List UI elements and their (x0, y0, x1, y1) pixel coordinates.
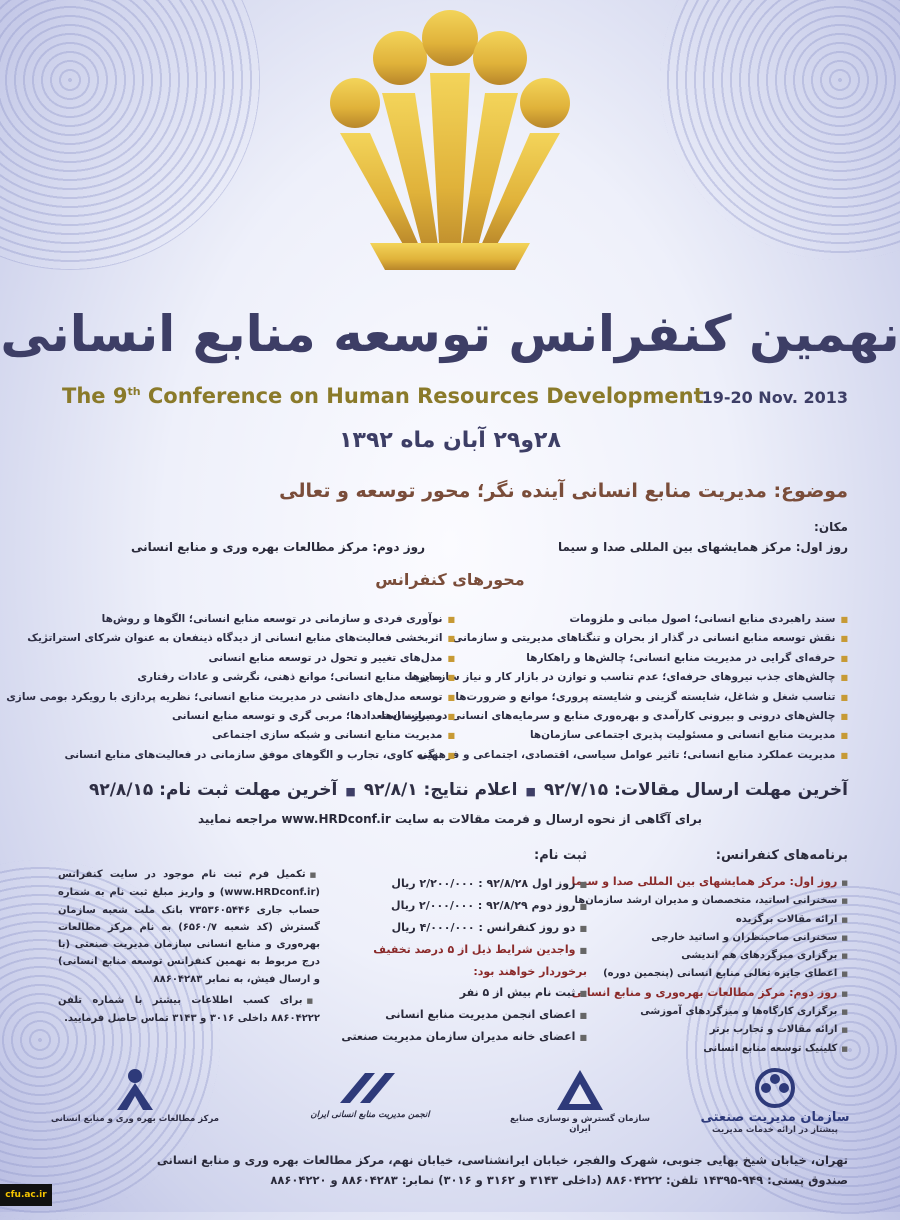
axis-item: ■ توسعه مدل‌های دانشی در مدیریت منابع انسانی؛ نظریه پردازی با رویکرد بومی سازی (6, 688, 455, 707)
background-pattern (660, 0, 900, 260)
program-item: ■ ارائه مقالات برگزیده (588, 911, 848, 929)
website-info: برای آگاهی از نحوه ارسال و فرمت مقالات به سایت www.HRDconf.ir مراجعه نمایید (197, 812, 703, 826)
axis-item: ■ چالش‌های درونی و بیرونی کارآمدی و بهره‌وری منابع و سرمایه‌های انسانی در سازمان‌ها (381, 707, 848, 726)
programs-title: برنامه‌های کنفرانس: (715, 848, 848, 863)
sponsor-productivity-center: مرکز مطالعات بهره وری و منابع انسانی (50, 1068, 220, 1124)
productivity-center-logo-icon (115, 1068, 155, 1112)
axis-item: ■ نقش توسعه منابع انسانی در گذار از بحران و تنگناهای مدیریتی و سازمانی (381, 629, 848, 648)
conference-date-en: 19-20 Nov. 2013 (701, 388, 848, 407)
program-item: ■ سخنرانی اساتید، متخصصان و مدیران ارشد سازمان‌ها (588, 892, 848, 910)
registration-item: ■ واجدین شرایط ذیل از ۵ درصد تخفیف (357, 939, 587, 961)
registration-list (341, 873, 587, 1048)
address-line: تهران، خیابان شیخ بهایی جنوبی، شهرک والفجر، خیابان ایرانشناسی، خیابان نهم، مرکز مطالعات بهره وری و منابع انسانی (156, 1153, 848, 1167)
sponsor-hrm-association: انجمن مدیریت منابع انسانی ایران (300, 1068, 440, 1120)
axis-item: ■ مدیریت عملکرد منابع انسانی؛ تاثیر عوامل سیاسی، اقتصادی، اجتماعی و فرهنگی (381, 746, 848, 765)
contact-address (58, 1150, 848, 1190)
contact-numbers: صندوق پستی: ۹۴۹-۱۴۳۹۵ تلفن: ۸۸۶۰۴۲۲۲ (داخلی ۳۱۴۳ و ۳۱۶۲ و ۳۰۱۶) نمابر: ۸۸۶۰۴۲۸۳ و ۸۸۶۰۴۲۲۰ (270, 1173, 848, 1187)
registration-item: ■ روز دوم ۹۲/۸/۲۹ : ۲/۰۰۰/۰۰۰ ریال (357, 895, 587, 917)
program-item: ■ اعطای جایزه تعالی منابع انسانی (پنجمین دوره) (588, 965, 848, 983)
registration-item: ■ اعضای خانه مدیران سازمان مدیریت صنعتی (357, 1026, 587, 1048)
registration-step: ■ تکمیل فرم ثبت نام موجود در سایت کنفرانس (www.HRDconf.ir) و واریز مبلغ ثبت نام به شماره حساب جاری ۷۳۵۳۶۰۵۴۴۶ بانک ملت شعبه سازمان گسترش (کد شعبه ۶۵۶۰/۷) به نام مرکز مطالعات بهره‌وری و منابع انسانی سازمان مدیریت صنعتی (با درج مربوط به نهمین کنفرانس توسعه منابع انسانی) و ارسال فیش، به نمابر ۸۸۶۰۴۲۸۳ (58, 866, 320, 988)
axes-title: محورهای کنفرانس (375, 570, 525, 589)
conference-title-fa: نهمین کنفرانس توسعه منابع انسانی (0, 305, 900, 363)
source-badge: cfu.ac.ir (0, 1184, 52, 1206)
program-item: ■ برگزاری کارگاه‌ها و میزگردهای آموزشی (588, 1003, 848, 1021)
registration-step: ■ برای کسب اطلاعات بیشتر با شماره تلفن ۸۸۶۰۴۲۲۲ داخلی ۳۰۱۶ و ۳۱۴۳ تماس حاصل فرمایید. (58, 992, 320, 1028)
registration-item: برخوردار خواهند بود: (473, 965, 587, 978)
deadline-results: اعلام نتایج: ۹۲/۸/۱ (363, 780, 518, 800)
axes-list-left (6, 610, 455, 765)
program-item: ■ ارائه مقالات و تجارب برتر (588, 1021, 848, 1039)
axis-item: ■ مدیریت منابع انسانی و مسئولیت پذیری اجتماعی سازمان‌ها (381, 726, 848, 745)
axis-item: ■ حرفه‌ای گرایی در مدیریت منابع انسانی؛ چالش‌ها و راهکارها (381, 649, 848, 668)
venue-day2: روز دوم: مرکز مطالعات بهره وری و منابع انسانی (130, 540, 425, 554)
idro-logo-icon (555, 1068, 605, 1112)
conference-subject: موضوع: مدیریت منابع انسانی آینده نگر؛ محور توسعه و تعالی (279, 480, 848, 502)
deadlines (48, 780, 848, 800)
program-item: ■ روز اول: مرکز همایشهای بین المللی صدا و سیما (588, 873, 848, 892)
venue-label: مکان: (814, 520, 848, 534)
registration-title: ثبت نام: (534, 848, 587, 863)
deadline-submit: آخرین مهلت ارسال مقالات: ۹۲/۷/۱۵ (543, 780, 848, 800)
sponsor-idro: سازمان گسترش و نوسازی صنایع ایران (500, 1068, 660, 1134)
deadline-register: آخرین مهلت ثبت نام: ۹۲/۸/۱۵ (88, 780, 338, 800)
registration-item: ■ روز اول ۹۲/۸/۲۸ : ۲/۲۰۰/۰۰۰ ریال (357, 873, 587, 895)
axis-item: ■ چالش‌های جذب نیروهای حرفه‌ای؛ عدم تناسب و توازن در بازار کار و نیاز سازمان‌ها (381, 668, 848, 687)
axis-item: ■ مدیریت استعدادها؛ مربی گری و توسعه منابع انسانی (6, 707, 455, 726)
axis-item: ■ اثربخشی فعالیت‌های منابع انسانی از دیدگاه ذینفعان به عنوان شرکای استراتژیک (6, 629, 455, 648)
axis-item: ■ تناسب شغل و شاغل، شایسته گزینی و شایسته پروری؛ موانع و ضرورت‌ها (381, 688, 848, 707)
program-item: ■ کلینیک توسعه منابع انسانی (588, 1040, 848, 1058)
imi-logo-icon (751, 1068, 799, 1108)
axis-item: ■ نوآوری فردی و سازمانی در توسعه منابع انسانی؛ الگوها و روش‌ها (6, 610, 455, 629)
conference-title-en: The 9th Conference on Human Resources Development (62, 384, 704, 408)
conference-logo (310, 8, 590, 298)
venue-day1: روز اول: مرکز همایشهای بین المللی صدا و سیما (558, 540, 848, 554)
separator-icon: ■ (525, 785, 536, 798)
axis-item: ■ بهینه کاوی، تجارب و الگوهای موفق سازمانی در فعالیت‌های منابع انسانی (6, 746, 455, 765)
program-item: ■ سخنرانی صاحبنظران و اساتید خارجی (588, 929, 848, 947)
registration-item: ■ اعضای انجمن مدیریت منابع انسانی (357, 1004, 587, 1026)
registration-steps (58, 866, 320, 1032)
registration-item: ■ دو روز کنفرانس : ۴/۰۰۰/۰۰۰ ریال (357, 917, 587, 939)
registration-item: ■ ثبت نام بیش از ۵ نفر (357, 982, 587, 1004)
program-item: ■ برگزاری میزگردهای هم اندیشی (588, 947, 848, 965)
programs-list (571, 873, 848, 1058)
axis-item: ■ مدیریت منابع انسانی؛ موانع ذهنی، نگرشی و عادات رفتاری (6, 668, 455, 687)
conference-date-fa: ۲۸و۲۹ آبان ماه ۱۳۹۲ (339, 428, 561, 453)
hrm-association-logo-icon (335, 1068, 405, 1108)
program-item: ■ روز دوم: مرکز مطالعات بهره‌وری و منابع انسانی (588, 984, 848, 1003)
axis-item: ■ سند راهبردی منابع انسانی؛ اصول مبانی و ملزومات (381, 610, 848, 629)
separator-icon: ■ (345, 785, 356, 798)
axis-item: ■ مدل‌های تغییر و تحول در توسعه منابع انسانی (6, 649, 455, 668)
sponsor-imi: سازمان مدیریت صنعتی پیشتاز در ارائه خدمات مدیریت (690, 1068, 860, 1135)
axis-item: ■ مدیریت منابع انسانی و شبکه سازی اجتماعی (6, 726, 455, 745)
background-pattern (0, 0, 260, 270)
